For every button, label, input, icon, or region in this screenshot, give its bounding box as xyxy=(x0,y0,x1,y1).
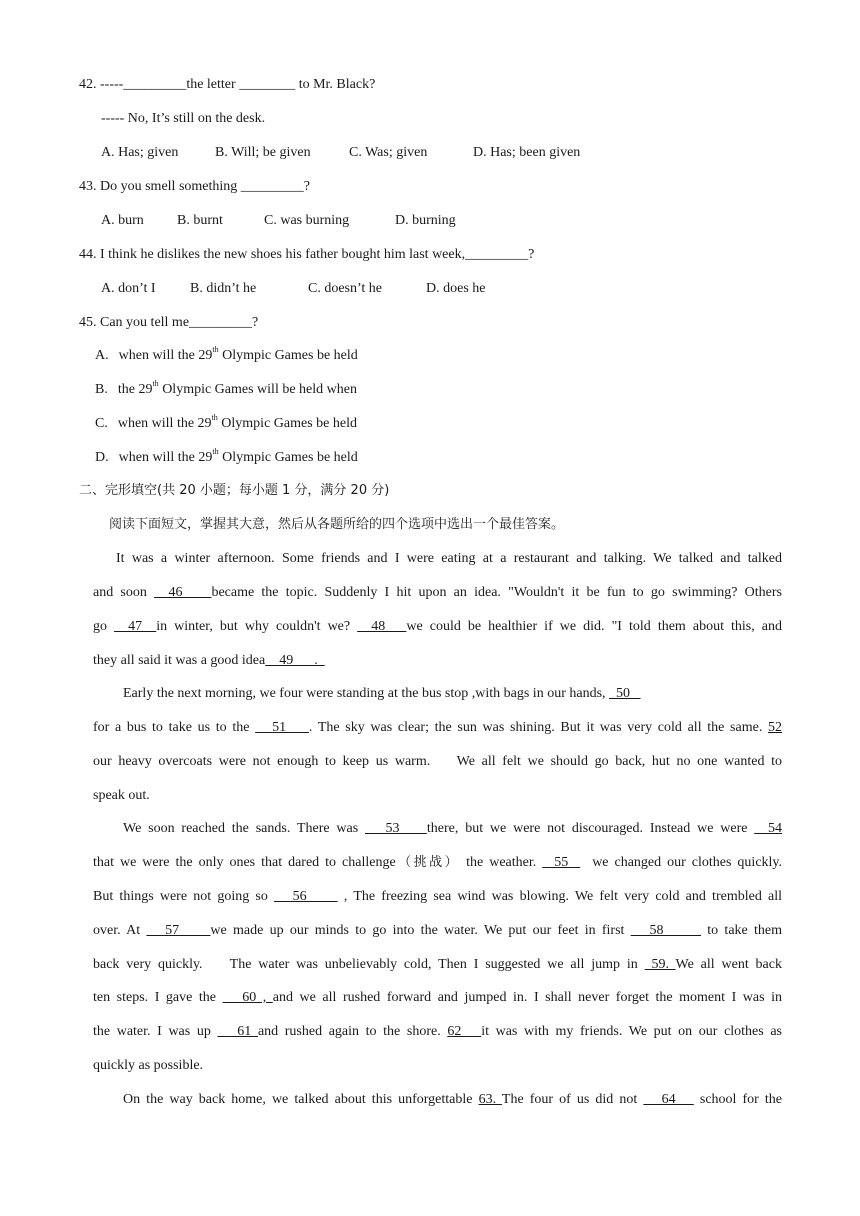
blank-63: 63. xyxy=(478,1092,502,1107)
blank-48: 48 xyxy=(357,619,407,634)
q42-blank: ________ xyxy=(239,77,296,92)
passage-text: It was a winter afternoon. Some friends and I were eating at a restaurant and talking. We talked and talked xyxy=(116,551,782,566)
blank-56: 56 xyxy=(274,889,338,904)
q43-option-b: B. burnt xyxy=(177,213,223,228)
passage-line xyxy=(123,685,641,703)
q42-option-c: C. Was; given xyxy=(349,145,428,160)
passage-text: （挑战） xyxy=(395,855,461,870)
blank-64: 64 xyxy=(643,1092,694,1107)
passage-text: But things were not going so xyxy=(93,889,275,904)
passage-text: We all went back xyxy=(675,957,782,972)
option-letter: A. xyxy=(95,348,109,363)
passage-text: and soon xyxy=(93,585,155,600)
q44-option-c: C. doesn’t he xyxy=(308,281,383,296)
passage-text: there, but we were not discouraged. Instead we were xyxy=(426,821,755,836)
q44-option-b: B. didn’t he xyxy=(190,281,257,296)
section-heading: 二、完形填空(共 20 小题；每小题 1 分，满分 20 分) xyxy=(79,483,390,498)
passage-line xyxy=(93,753,782,771)
blank-51: 51 xyxy=(255,720,309,735)
option-letter: D. xyxy=(95,450,109,465)
option-letter: C. xyxy=(95,416,108,431)
blank-54: 54 xyxy=(754,821,782,836)
q45-option-b xyxy=(95,381,357,399)
blank-50: 50 xyxy=(609,686,641,701)
blank-52: 52 xyxy=(768,720,783,735)
blank-49: 49 . xyxy=(265,653,325,668)
passage-text: in winter, but why couldn't we? xyxy=(156,619,358,634)
option-text: when will the 29 xyxy=(117,416,212,431)
superscript: th xyxy=(212,345,219,355)
passage-line xyxy=(93,854,782,872)
q43-option-a: A. burn xyxy=(101,213,144,228)
passage-line xyxy=(93,922,782,940)
option-letter: B. xyxy=(95,382,108,397)
passage-text: for a bus to take us to the xyxy=(93,720,256,735)
q42-stem-part: to Mr. Black? xyxy=(295,77,376,92)
blank-59: 59. xyxy=(644,957,676,972)
option-text: Olympic Games be held xyxy=(218,450,358,465)
passage-text: that we were the only ones that dared to challenge xyxy=(93,855,396,870)
q44-option-a: A. don’t I xyxy=(101,281,156,296)
passage-line xyxy=(123,820,782,838)
passage-text: over. At xyxy=(93,923,147,938)
option-text: Olympic Games be held xyxy=(218,348,358,363)
passage-text: they all said it was a good idea xyxy=(93,653,266,668)
passage-line xyxy=(93,1023,782,1041)
question-44-stem: 44. I think he dislikes the new shoes his father bought him last week,_________? xyxy=(79,247,535,262)
passage-text: back very quickly. The water was unbelievably cold, Then I suggested we all jump in xyxy=(93,957,645,972)
passage-text: , The freezing sea wind was blowing. We felt very cold and trembled all xyxy=(337,889,783,904)
passage-text: we changed our clothes quickly. xyxy=(580,855,783,870)
passage-text: it was with my friends. We put on our clothes as xyxy=(481,1024,783,1039)
passage-text: became the topic. Suddenly I hit upon an idea. "Wouldn't it be fun to go swimming? Others xyxy=(211,585,782,600)
passage-text: ten steps. I gave the xyxy=(93,990,223,1005)
blank-47: 47 xyxy=(114,619,157,634)
q42-stem-part: the letter xyxy=(186,77,240,92)
blank-58: 58 xyxy=(630,923,702,938)
passage-line xyxy=(93,989,782,1007)
passage-text: . The sky was clear; the sun was shining. But it was very cold all the same. xyxy=(308,720,769,735)
passage-text: and we all rushed forward and jumped in. I shall never forget the moment I was in xyxy=(272,990,783,1005)
passage-line xyxy=(93,956,782,974)
q44-option-d: D. does he xyxy=(426,281,486,296)
question-42-stem xyxy=(79,76,375,94)
passage-text: We soon reached the sands. There was xyxy=(123,821,366,836)
passage-text: the weather. xyxy=(460,855,543,870)
superscript: th xyxy=(212,447,219,457)
option-text: when will the 29 xyxy=(118,348,213,363)
superscript: th xyxy=(211,413,218,423)
passage-text: school for the xyxy=(693,1092,783,1107)
option-text: Olympic Games will be held when xyxy=(158,382,357,397)
blank-53: 53 xyxy=(365,821,427,836)
superscript: th xyxy=(152,379,159,389)
passage-line xyxy=(123,1091,782,1109)
passage-line xyxy=(93,618,782,636)
passage-line xyxy=(93,719,782,737)
passage-line xyxy=(93,888,782,906)
passage-text: and rushed again to the shore. xyxy=(257,1024,448,1039)
passage-text: On the way back home, we talked about this unforgettable xyxy=(123,1092,479,1107)
section-instruction: 阅读下面短文，掌握其大意，然后从各题所给的四个选项中选出一个最佳答案。 xyxy=(109,517,565,532)
q42-option-d: D. Has; been given xyxy=(473,145,581,160)
blank-60: 60 , xyxy=(222,990,273,1005)
passage-line xyxy=(93,652,325,670)
q42-option-b: B. Will; be given xyxy=(215,145,311,160)
passage-line xyxy=(93,550,782,568)
q43-option-c: C. was burning xyxy=(264,213,350,228)
passage-text: go xyxy=(93,619,115,634)
q42-option-a: A. Has; given xyxy=(101,145,179,160)
passage-line xyxy=(93,584,782,602)
question-45-stem: 45. Can you tell me_________? xyxy=(79,315,259,330)
passage-text: our heavy overcoats were not enough to keep us warm. We all felt we should go back, hut no one wanted to xyxy=(93,754,782,769)
blank-46: 46 xyxy=(154,585,212,600)
passage-text: Early the next morning, we four were standing at the bus stop ,with bags in our hands, xyxy=(123,686,610,701)
blank-57: 57 xyxy=(146,923,211,938)
passage-text: we made up our minds to go into the water. We put our feet in first xyxy=(210,923,631,938)
question-42-reply: ----- No, It’s still on the desk. xyxy=(101,111,266,126)
passage-line: speak out. xyxy=(93,788,150,803)
passage-text: the water. I was up xyxy=(93,1024,218,1039)
blank-55: 55 xyxy=(542,855,581,870)
q45-option-c xyxy=(95,415,357,433)
option-text: when will the 29 xyxy=(118,450,213,465)
option-text: the 29 xyxy=(117,382,153,397)
q45-option-d xyxy=(95,449,358,467)
passage-text: The four of us did not xyxy=(501,1092,644,1107)
q45-option-a xyxy=(95,347,358,365)
q43-option-d: D. burning xyxy=(395,213,456,228)
option-text: Olympic Games be held xyxy=(217,416,357,431)
passage-text: we could be healthier if we did. "I told them about this, and xyxy=(406,619,783,634)
q42-blank: _________ xyxy=(123,77,187,92)
question-43-stem: 43. Do you smell something _________? xyxy=(79,179,310,194)
passage-text: to take them xyxy=(701,923,783,938)
blank-62: 62 xyxy=(447,1024,482,1039)
passage-line: quickly as possible. xyxy=(93,1058,204,1073)
q42-stem-part: 42. ----- xyxy=(79,77,124,92)
blank-61: 61 xyxy=(217,1024,258,1039)
